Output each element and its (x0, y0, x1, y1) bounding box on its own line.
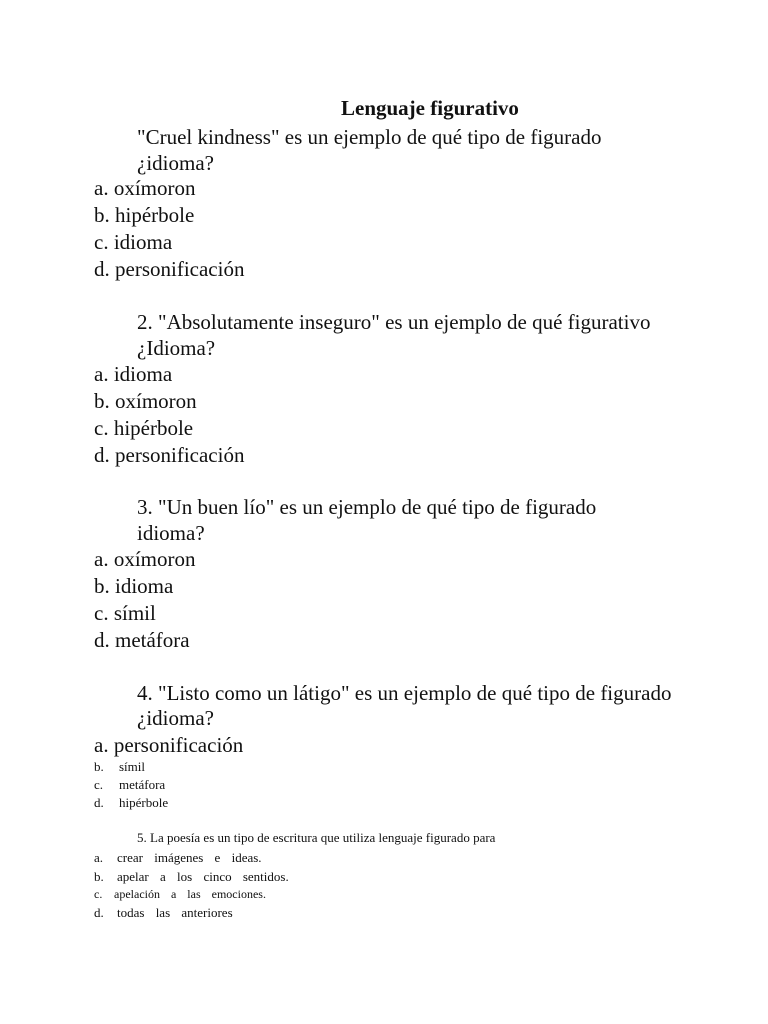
question-5-option-a (94, 851, 262, 864)
question-5-option-b (94, 870, 289, 883)
question-5-option-c (94, 888, 266, 900)
option-text: metáfora (119, 777, 166, 792)
question-5-option-d (94, 906, 233, 919)
option-letter: c. (94, 601, 109, 625)
option-letter: b. (94, 389, 110, 413)
option-text: hipérbole (113, 416, 194, 440)
option-text: apelar a los cinco sentidos. (117, 869, 289, 884)
question-3-option-d (94, 630, 190, 651)
question-3-option-c (94, 603, 156, 624)
question-1-option-a (94, 178, 196, 199)
option-text: idioma (113, 362, 173, 386)
question-3-option-a (94, 549, 196, 570)
option-letter: c. (94, 416, 109, 440)
option-letter: b. (94, 203, 110, 227)
question-2-option-b (94, 391, 197, 412)
option-text: oxímoron (113, 176, 196, 200)
option-text: idioma (115, 574, 174, 598)
option-text: oxímoron (113, 547, 196, 571)
option-text: personificación (115, 257, 245, 281)
option-letter: c. (94, 230, 109, 254)
question-1-option-d (94, 259, 244, 280)
question-4-text-continued: ¿idioma? (137, 706, 214, 730)
option-text: metáfora (115, 628, 190, 652)
option-text: idioma (113, 230, 173, 254)
question-3-text-continued: idioma? (137, 521, 205, 545)
option-letter: d. (94, 795, 104, 810)
question-2-text-continued: ¿Idioma? (137, 336, 216, 360)
option-letter: a. (94, 850, 104, 865)
option-text: todas las anteriores (117, 905, 233, 920)
option-letter: c. (94, 887, 103, 901)
option-letter: b. (94, 574, 110, 598)
option-text: apelación a las emociones. (114, 887, 266, 901)
question-4-option-c (94, 778, 165, 791)
option-letter: d. (94, 628, 110, 652)
option-letter: d. (94, 905, 104, 920)
option-letter: b. (94, 759, 104, 774)
option-text: hipérbole (119, 795, 169, 810)
option-letter: a. (94, 547, 109, 571)
question-3-text: 3. "Un buen lío" es un ejemplo de qué tipo de figurado (137, 495, 597, 519)
option-text: hipérbole (115, 203, 195, 227)
option-text: personificación (113, 733, 244, 757)
question-5-text: 5. La poesía es un tipo de escritura que utiliza lenguaje figurado para (137, 830, 496, 845)
question-4-option-b (94, 760, 145, 773)
question-2-option-c (94, 418, 193, 439)
option-text: símil (113, 601, 156, 625)
option-letter: a. (94, 362, 109, 386)
question-4-option-a (94, 735, 243, 756)
question-2-option-a (94, 364, 172, 385)
option-letter: d. (94, 257, 110, 281)
question-4-text: 4. "Listo como un látigo" es un ejemplo de qué tipo de figurado (137, 681, 672, 705)
question-3-option-b (94, 576, 173, 597)
question-2-option-d (94, 445, 244, 466)
option-letter: a. (94, 733, 109, 757)
option-letter: b. (94, 869, 104, 884)
question-1-option-b (94, 205, 194, 226)
question-1-option-c (94, 232, 172, 253)
question-2-text: 2. "Absolutamente inseguro" es un ejemplo de qué figurativo (137, 310, 651, 334)
page-title: Lenguaje figurativo (341, 96, 519, 120)
question-1-text-continued: ¿idioma? (137, 151, 214, 175)
option-letter: c. (94, 777, 104, 792)
option-text: oxímoron (115, 389, 197, 413)
option-text: crear imágenes e ideas. (117, 850, 262, 865)
question-4-option-d (94, 796, 168, 809)
question-1-text: "Cruel kindness" es un ejemplo de qué tipo de figurado (137, 125, 602, 149)
option-letter: d. (94, 443, 110, 467)
option-letter: a. (94, 176, 109, 200)
option-text: símil (119, 759, 146, 774)
option-text: personificación (115, 443, 245, 467)
